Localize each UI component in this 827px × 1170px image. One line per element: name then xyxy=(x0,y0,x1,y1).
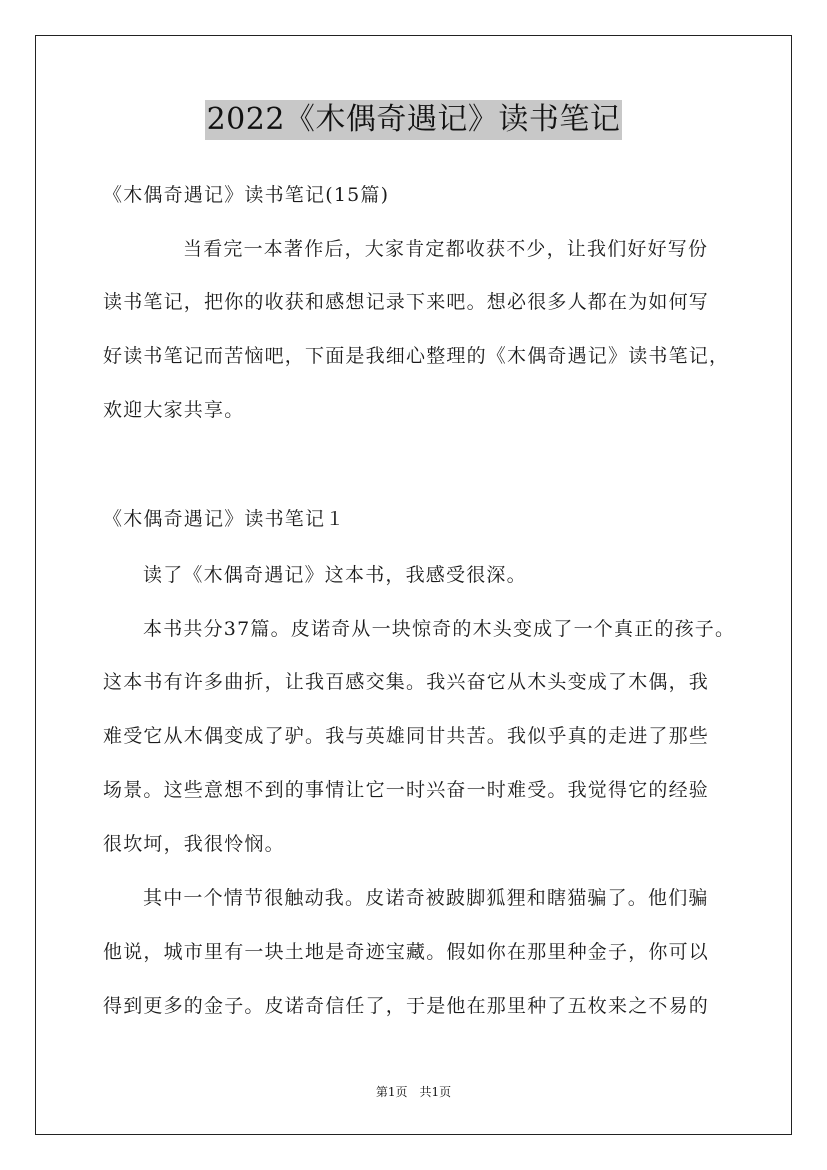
body-line: 场景。这些意想不到的事情让它一时兴奋一时难受。我觉得它的经验 xyxy=(103,779,710,801)
body-line: 其中一个情节很触动我。皮诺奇被跛脚狐狸和瞎猫骗了。他们骗 xyxy=(143,887,709,909)
body-line: 难受它从木偶变成了驴。我与英雄同甘共苦。我似乎真的走进了那些 xyxy=(103,725,710,747)
body-line: 他说，城市里有一块土地是奇迹宝藏。假如你在那里种金子，你可以 xyxy=(103,941,710,963)
title-container xyxy=(0,100,827,140)
body-line: 读了《木偶奇遇记》这本书，我感受很深。 xyxy=(143,564,527,586)
body-line: 得到更多的金子。皮诺奇信任了，于是他在那里种了五枚来之不易的 xyxy=(103,995,710,1017)
intro-line: 当看完一本著作后，大家肯定都收获不少，让我们好好写份 xyxy=(183,238,709,260)
document-title: 2022《木偶奇遇记》读书笔记 xyxy=(205,100,623,140)
intro-line: 读书笔记，把你的收获和感想记录下来吧。想必很多人都在为如何写 xyxy=(103,291,710,313)
body-line: 本书共分37篇。皮诺奇从一块惊奇的木头变成了一个真正的孩子。 xyxy=(143,618,736,640)
body-line: 这本书有许多曲折，让我百感交集。我兴奋它从木头变成了木偶，我 xyxy=(103,671,710,693)
page-footer: 第1页 共1页 xyxy=(375,1085,452,1099)
document-subtitle: 《木偶奇遇记》读书笔记(15篇) xyxy=(103,184,390,206)
intro-line: 欢迎大家共享。 xyxy=(103,399,245,421)
intro-line: 好读书笔记而苦恼吧，下面是我细心整理的《木偶奇遇记》读书笔记， xyxy=(103,345,730,367)
body-line: 很坎坷，我很怜悯。 xyxy=(103,833,285,855)
section-heading: 《木偶奇遇记》读书笔记１ xyxy=(103,508,346,530)
